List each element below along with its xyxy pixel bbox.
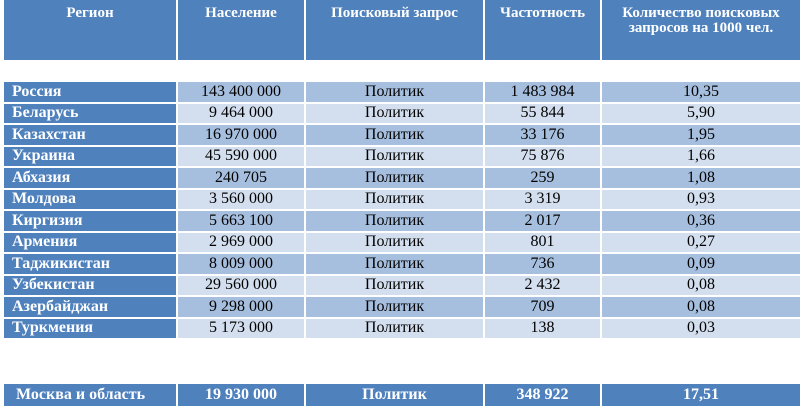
- row-frequency: 2 017: [485, 211, 602, 233]
- gap-cell: [4, 340, 178, 384]
- row-search-query: Политик: [306, 254, 485, 276]
- row-region: Узбекистан: [4, 276, 178, 298]
- row-frequency: 736: [485, 254, 602, 276]
- row-per-1000: 10,35: [602, 82, 800, 104]
- row-search-query: Политик: [306, 104, 485, 126]
- row-frequency: 55 844: [485, 104, 602, 126]
- row-per-1000: 0,93: [602, 190, 800, 212]
- table-row: [4, 319, 800, 341]
- row-per-1000: 0,03: [602, 319, 800, 341]
- row-region: Киргизия: [4, 211, 178, 233]
- row-frequency: 75 876: [485, 147, 602, 169]
- table-row: [4, 104, 800, 126]
- row-search-query: Политик: [306, 147, 485, 169]
- row-frequency: 801: [485, 233, 602, 255]
- row-search-query: Политик: [306, 211, 485, 233]
- gap-cell: [485, 340, 602, 384]
- spacer-cell: [178, 62, 306, 82]
- row-region: Туркмения: [4, 319, 178, 341]
- row-per-1000: 0,08: [602, 297, 800, 319]
- header-region: Регион: [4, 0, 178, 62]
- row-frequency: 259: [485, 168, 602, 190]
- regional-search-table: [4, 0, 800, 408]
- row-search-query: Политик: [306, 319, 485, 341]
- spacer-cell: [485, 62, 602, 82]
- table-row: [4, 168, 800, 190]
- spacer-row: [4, 62, 800, 82]
- row-population: 3 560 000: [178, 190, 306, 212]
- spacer-cell: [4, 62, 178, 82]
- row-region: Молдова: [4, 190, 178, 212]
- row-region: Казахстан: [4, 125, 178, 147]
- row-frequency: 33 176: [485, 125, 602, 147]
- table-header-row: [4, 0, 800, 62]
- table-row: [4, 82, 800, 104]
- row-population: 29 560 000: [178, 276, 306, 298]
- row-search-query: Политик: [306, 82, 485, 104]
- row-per-1000: 5,90: [602, 104, 800, 126]
- row-region: Украина: [4, 147, 178, 169]
- row-population: 16 970 000: [178, 125, 306, 147]
- total-region: Москва и область: [4, 384, 178, 408]
- table-row: [4, 211, 800, 233]
- row-population: 45 590 000: [178, 147, 306, 169]
- row-region: Азербайджан: [4, 297, 178, 319]
- total-search-query: Политик: [306, 384, 485, 408]
- row-population: 2 969 000: [178, 233, 306, 255]
- gap-row: [4, 340, 800, 384]
- row-search-query: Политик: [306, 233, 485, 255]
- total-population: 19 930 000: [178, 384, 306, 408]
- total-frequency: 348 922: [485, 384, 602, 408]
- row-population: 5 173 000: [178, 319, 306, 341]
- row-population: 240 705: [178, 168, 306, 190]
- row-per-1000: 1,08: [602, 168, 800, 190]
- total-row: [4, 384, 800, 408]
- gap-cell: [602, 340, 800, 384]
- table-row: [4, 276, 800, 298]
- header-search-query: Поисковый запрос: [306, 0, 485, 62]
- row-frequency: 2 432: [485, 276, 602, 298]
- row-region: Таджикистан: [4, 254, 178, 276]
- row-population: 9 298 000: [178, 297, 306, 319]
- row-frequency: 1 483 984: [485, 82, 602, 104]
- header-population: Население: [178, 0, 306, 62]
- row-population: 8 009 000: [178, 254, 306, 276]
- row-frequency: 138: [485, 319, 602, 341]
- row-population: 9 464 000: [178, 104, 306, 126]
- table-row: [4, 297, 800, 319]
- spacer-cell: [602, 62, 800, 82]
- row-search-query: Политик: [306, 125, 485, 147]
- row-per-1000: 1,66: [602, 147, 800, 169]
- row-per-1000: 0,27: [602, 233, 800, 255]
- row-population: 5 663 100: [178, 211, 306, 233]
- gap-cell: [306, 340, 485, 384]
- row-per-1000: 1,95: [602, 125, 800, 147]
- gap-cell: [178, 340, 306, 384]
- total-per-1000: 17,51: [602, 384, 800, 408]
- table-row: [4, 254, 800, 276]
- table-row: [4, 190, 800, 212]
- spacer-cell: [306, 62, 485, 82]
- row-search-query: Политик: [306, 190, 485, 212]
- row-frequency: 709: [485, 297, 602, 319]
- table-row: [4, 125, 800, 147]
- row-per-1000: 0,09: [602, 254, 800, 276]
- row-region: Россия: [4, 82, 178, 104]
- header-queries-per-1000: Количество поисковых запросов на 1000 чел.: [602, 0, 800, 62]
- table-row: [4, 233, 800, 255]
- row-region: Абхазия: [4, 168, 178, 190]
- row-search-query: Политик: [306, 297, 485, 319]
- row-region: Армения: [4, 233, 178, 255]
- row-per-1000: 0,36: [602, 211, 800, 233]
- header-frequency: Частотность: [485, 0, 602, 62]
- row-per-1000: 0,08: [602, 276, 800, 298]
- row-region: Беларусь: [4, 104, 178, 126]
- row-frequency: 3 319: [485, 190, 602, 212]
- row-population: 143 400 000: [178, 82, 306, 104]
- table-body: [4, 62, 800, 340]
- row-search-query: Политик: [306, 276, 485, 298]
- table-row: [4, 147, 800, 169]
- row-search-query: Политик: [306, 168, 485, 190]
